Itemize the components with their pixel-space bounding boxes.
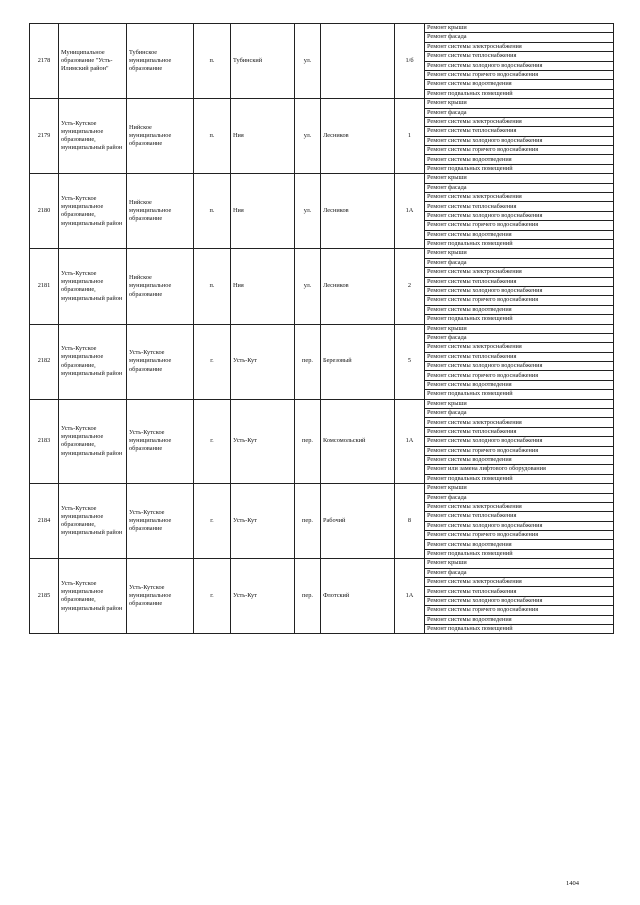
street-cell: Лесников [321,249,395,324]
work-item: Ремонт системы горячего водоснабжения [425,606,614,615]
locality-type-cell: п. [194,99,231,174]
house-number-cell: 1А [395,559,425,634]
work-item: Ремонт системы водоотведения [425,155,614,164]
record-number: 2182 [30,324,59,399]
record-number: 2185 [30,559,59,634]
street-cell: Комсомольский [321,399,395,484]
street-cell: Лесников [321,174,395,249]
work-item: Ремонт фасада [425,258,614,267]
work-item: Ремонт фасада [425,183,614,192]
locality-type-cell: г. [194,484,231,559]
work-item: Ремонт системы электроснабжения [425,502,614,511]
house-number-cell: 1А [395,174,425,249]
work-item: Ремонт системы электроснабжения [425,42,614,51]
house-number-cell: 1 [395,99,425,174]
street-cell: Лесников [321,99,395,174]
municipality-cell: Усть-Кутское муниципальное образование, муниципальный район [59,399,127,484]
municipality-cell: Усть-Кутское муниципальное образование, муниципальный район [59,174,127,249]
locality-cell: Ния [231,99,295,174]
street-type-cell: пер. [295,484,321,559]
work-item: Ремонт системы холодного водоснабжения [425,136,614,145]
street-cell: Флотский [321,559,395,634]
table-row [30,559,614,568]
work-item: Ремонт системы горячего водоснабжения [425,371,614,380]
work-item: Ремонт системы водоотведения [425,380,614,389]
work-item: Ремонт фасада [425,568,614,577]
locality-cell: Ния [231,249,295,324]
house-number-cell: 2 [395,249,425,324]
work-item: Ремонт системы холодного водоснабжения [425,362,614,371]
work-item: Ремонт системы холодного водоснабжения [425,61,614,70]
work-item: Ремонт крыши [425,324,614,333]
settlement-cell: Усть-Кутское муниципальное образование [127,484,194,559]
work-item: Ремонт системы водоотведения [425,305,614,314]
table-row [30,174,614,183]
work-item: Ремонт системы водоотведения [425,455,614,464]
work-item: Ремонт крыши [425,399,614,408]
table-row [30,249,614,258]
work-item: Ремонт или замена лифтового оборудования [425,465,614,474]
table-row [30,99,614,108]
table-row [30,399,614,408]
work-item: Ремонт подвальных помещений [425,474,614,483]
street-type-cell: ул. [295,24,321,99]
street-cell: Березовый [321,324,395,399]
work-item: Ремонт системы водоотведения [425,80,614,89]
work-item: Ремонт подвальных помещений [425,239,614,248]
table-row [30,24,614,33]
work-item: Ремонт системы электроснабжения [425,418,614,427]
locality-cell: Усть-Кут [231,484,295,559]
municipality-cell: Усть-Кутское муниципальное образование, муниципальный район [59,99,127,174]
work-item: Ремонт фасада [425,333,614,342]
locality-type-cell: г. [194,559,231,634]
work-item: Ремонт подвальных помещений [425,549,614,558]
registry-table [29,23,614,634]
work-item: Ремонт системы теплоснабжения [425,352,614,361]
locality-type-cell: п. [194,174,231,249]
locality-cell: Усть-Кут [231,559,295,634]
settlement-cell: Нийское муниципальное образование [127,99,194,174]
street-type-cell: пер. [295,324,321,399]
locality-type-cell: г. [194,324,231,399]
house-number-cell: 8 [395,484,425,559]
work-item: Ремонт подвальных помещений [425,625,614,634]
locality-cell: Усть-Кут [231,324,295,399]
work-item: Ремонт подвальных помещений [425,390,614,399]
settlement-cell: Усть-Кутское муниципальное образование [127,559,194,634]
work-item: Ремонт системы электроснабжения [425,268,614,277]
work-item: Ремонт подвальных помещений [425,315,614,324]
locality-cell: Усть-Кут [231,399,295,484]
record-number: 2180 [30,174,59,249]
table-row [30,324,614,333]
work-item: Ремонт системы теплоснабжения [425,512,614,521]
work-item: Ремонт системы холодного водоснабжения [425,437,614,446]
work-item: Ремонт системы холодного водоснабжения [425,596,614,605]
municipality-cell: Муниципальное образование "Усть-Илимский район" [59,24,127,99]
locality-type-cell: г. [194,399,231,484]
work-item: Ремонт системы теплоснабжения [425,127,614,136]
house-number-cell: 1А [395,399,425,484]
locality-type-cell: п. [194,24,231,99]
house-number-cell: 5 [395,324,425,399]
settlement-cell: Усть-Кутское муниципальное образование [127,324,194,399]
street-type-cell: ул. [295,99,321,174]
record-number: 2184 [30,484,59,559]
work-item: Ремонт подвальных помещений [425,164,614,173]
locality-type-cell: п. [194,249,231,324]
work-item: Ремонт системы водоотведения [425,615,614,624]
page-number: 1404 [566,880,579,887]
record-number: 2181 [30,249,59,324]
work-item: Ремонт фасада [425,493,614,502]
work-item: Ремонт системы горячего водоснабжения [425,221,614,230]
street-type-cell: ул. [295,249,321,324]
work-item: Ремонт крыши [425,99,614,108]
settlement-cell: Нийское муниципальное образование [127,174,194,249]
work-item: Ремонт системы электроснабжения [425,343,614,352]
record-number: 2179 [30,99,59,174]
locality-cell: Тубинский [231,24,295,99]
work-item: Ремонт системы горячего водоснабжения [425,531,614,540]
street-type-cell: пер. [295,399,321,484]
municipality-cell: Усть-Кутское муниципальное образование, муниципальный район [59,324,127,399]
locality-cell: Ния [231,174,295,249]
record-number: 2183 [30,399,59,484]
street-cell [321,24,395,99]
municipality-cell: Усть-Кутское муниципальное образование, муниципальный район [59,484,127,559]
settlement-cell: Тубинское муниципальное образование [127,24,194,99]
house-number-cell: 1/б [395,24,425,99]
work-item: Ремонт системы теплоснабжения [425,427,614,436]
registry-body [30,24,614,634]
municipality-cell: Усть-Кутское муниципальное образование, муниципальный район [59,559,127,634]
work-item: Ремонт фасада [425,33,614,42]
work-item: Ремонт системы горячего водоснабжения [425,296,614,305]
work-item: Ремонт крыши [425,24,614,33]
settlement-cell: Нийское муниципальное образование [127,249,194,324]
work-item: Ремонт системы горячего водоснабжения [425,146,614,155]
work-item: Ремонт системы электроснабжения [425,117,614,126]
street-type-cell: пер. [295,559,321,634]
work-item: Ремонт системы теплоснабжения [425,587,614,596]
record-number: 2178 [30,24,59,99]
work-item: Ремонт системы холодного водоснабжения [425,521,614,530]
work-item: Ремонт крыши [425,249,614,258]
street-cell: Рабочий [321,484,395,559]
table-row [30,484,614,493]
work-item: Ремонт системы электроснабжения [425,578,614,587]
work-item: Ремонт крыши [425,174,614,183]
municipality-cell: Усть-Кутское муниципальное образование, муниципальный район [59,249,127,324]
work-item: Ремонт системы теплоснабжения [425,52,614,61]
work-item: Ремонт системы электроснабжения [425,193,614,202]
settlement-cell: Усть-Кутское муниципальное образование [127,399,194,484]
work-item: Ремонт фасада [425,409,614,418]
work-item: Ремонт системы водоотведения [425,230,614,239]
work-item: Ремонт системы холодного водоснабжения [425,286,614,295]
work-item: Ремонт крыши [425,559,614,568]
work-item: Ремонт системы горячего водоснабжения [425,446,614,455]
street-type-cell: ул. [295,174,321,249]
work-item: Ремонт системы горячего водоснабжения [425,70,614,79]
work-item: Ремонт системы теплоснабжения [425,277,614,286]
work-item: Ремонт системы водоотведения [425,540,614,549]
work-item: Ремонт крыши [425,484,614,493]
work-item: Ремонт системы теплоснабжения [425,202,614,211]
work-item: Ремонт системы холодного водоснабжения [425,211,614,220]
work-item: Ремонт подвальных помещений [425,89,614,98]
work-item: Ремонт фасада [425,108,614,117]
